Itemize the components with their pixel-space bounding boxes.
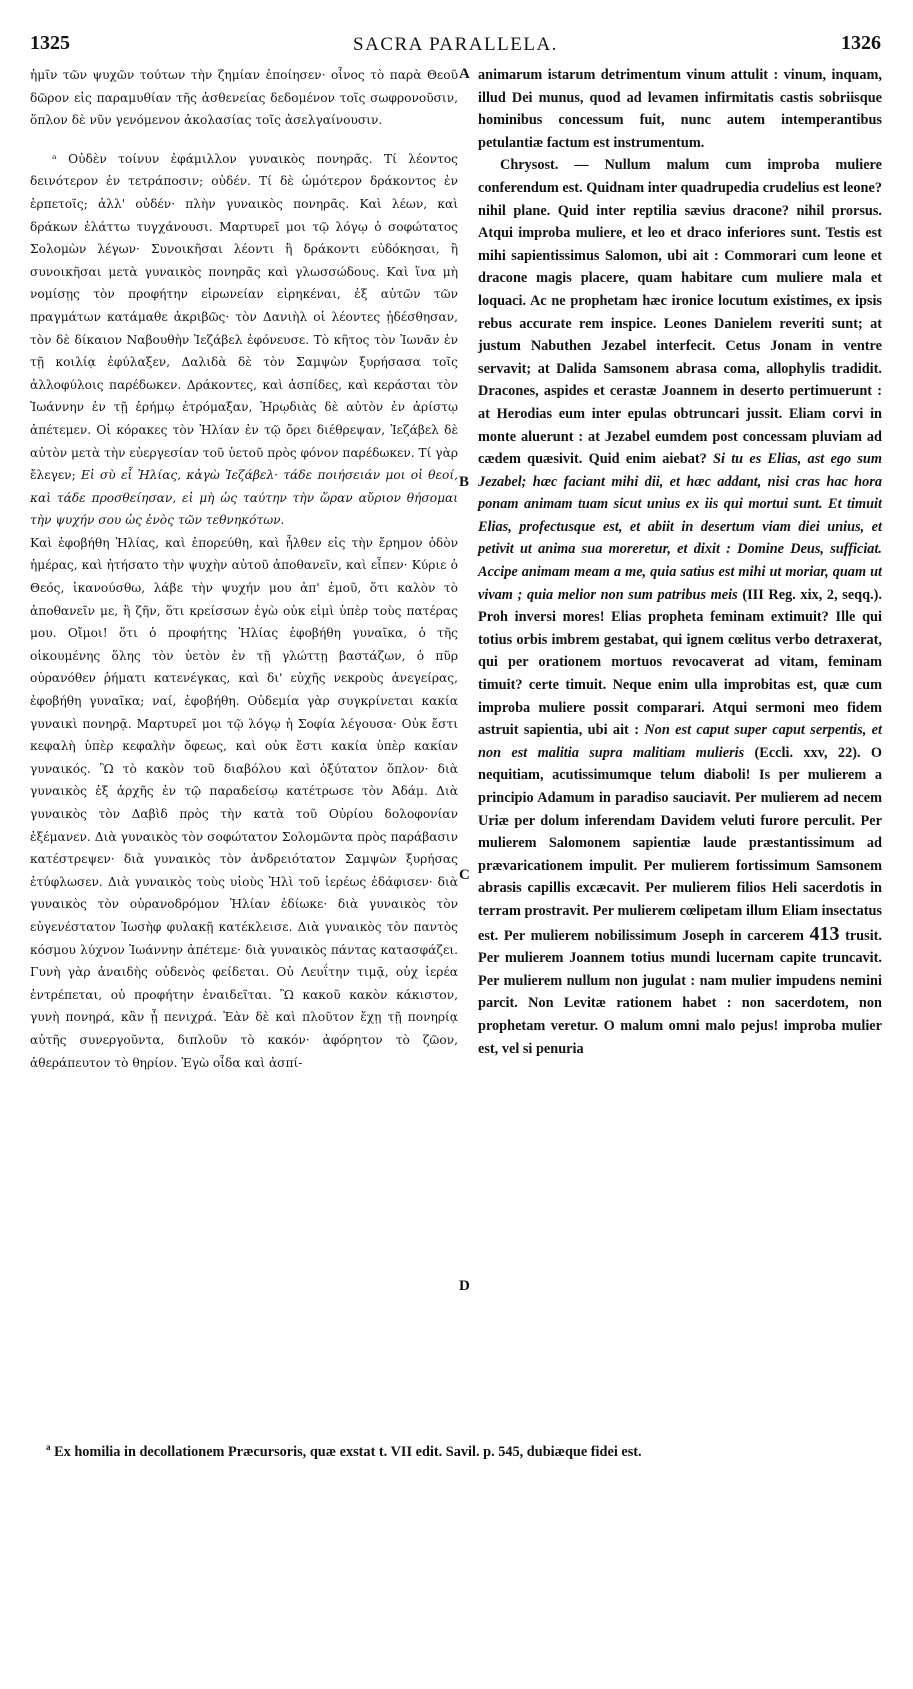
footnote xyxy=(46,1436,877,1463)
margin-letter-a: A xyxy=(459,66,470,82)
margin-letter-c: C xyxy=(459,867,470,883)
latin-quote-elias: Si tu es Elias, ast ego sum Jezabel; hæc faciant mihi dii, et hæc addant, nisi cras hac hora ponam animam tuam sicut unius ex iis qui mortui sunt. Et timuit Elias, profectusque est, et abiit in desertum viam diei unius, et petivit ut anima sua moreretur, et dixit : Domine Deus, sufficiat. Accipe animam meam a me, quia satius est mihi ut moriar, quam ut vivam ; quia melior non sum patribus meis xyxy=(478,451,883,603)
margin-letter-b: B xyxy=(459,474,470,490)
latin-paragraph-1: animarum istarum detrimentum vinum attulit : vinum, inquam, illud Dei munus, quod ad levamen infirmitatis castis sobriisque hominibus concessum fuit, nunc autem intemperantibus petulantiæ factum est instrumentum. xyxy=(478,67,882,151)
latin-text-e: (Eccli. xxv, 22). O nequitiam, acutissimumque telum diaboli! Is per mulierem a principio Adamum in paradiso sauciavit. Per mulierem ad necem Uriæ per dolum inferendam Davidem veluti furore perculit. Per mulierem Salomonem sapientiæ laude præstantissimum ad prævaricationem impulit. Per mulierem fortissimum Samsonem abrasis capillis excæcavit. Per mulierem filios Heli sacerdotis in terram prostravit. Per mulierem cœlipetam illum Eliam insectatus est. Per mulierem nobilissimum Joseph in carcerem xyxy=(478,744,883,944)
footnote-marker: a xyxy=(46,1442,51,1452)
latin-paragraph-2 xyxy=(478,154,882,1060)
greek-paragraph-2-text: ᵃ Οὐδὲν τοίνυν ἐφάμιλλον γυναικὸς πονηρᾶς. Τί λέοντος δεινότερον ἐν τετράποσιν; οὐδέν. Τί δὲ ὠμότερον δράκοντος ἐν ἑρπετοῖς; ἀλλ' οὐδέν· πλὴν γυναικὸς πονηρᾶς. Καὶ λέων, καὶ δράκων ἐλάττω τυγχάνουσι. Μαρτυρεῖ μοι τῷ λόγῳ ὁ σοφώτατος Σολομὼν λέγων· Συνοικῆσαι λέοντι ἢ δράκοντι εὐδόκησαι, ἢ συνοικῆσαι μετὰ γυναικὸς πονηρᾶς καὶ γλωσσώδους. Καὶ ἵνα μὴ νομίσῃς τὸν προφήτην εἰρωνείαν εἰρηκέναι, ἐξ αὐτῶν τῶν πραγμάτων κατάμαθε ἀκριβῶς· τὸν Δανιὴλ οἱ λέοντες ᾐδέσθησαν, τὸν δὲ δίκαιον Ναβουθὴν Ἰεζάβελ ἐφόνευσε. Τὸ κῆτος τὸν Ἰωνᾶν ἐν τῇ κοιλίᾳ ἐφύλαξεν, Δαλιδὰ δὲ τὸν Σαμψὼν ξυρήσασα τοῖς ἀλλοφύλοις παρέδωκεν. Δράκοντες, καὶ ἀσπίδες, καὶ κεράσται τὸν Ἰωάννην ἐν τῇ ἐρήμῳ ἐτρόμαξαν, Ἡρῳδιὰς δὲ αὐτὸν ἐν ἀρίστῳ ἀπέτεμεν. Οἱ κόρακες τὸν Ἠλίαν ἐν τῷ ὄρει διέθρεψαν, Ἰεζάβελ δὲ αὐτὸν μετὰ τὴν εὐεργεσίαν τοῦ ὑετοῦ πρὸς φόνον παρέδωκεν. Τί γὰρ ἔλεγεν; xyxy=(30,151,458,483)
footnote-text: Ex homilia in decollationem Præcursoris, quæ exstat t. VII edit. Savil. p. 545, dubiæque fidei est. xyxy=(54,1443,642,1460)
greek-paragraph-3: Καὶ ἐφοβήθη Ἠλίας, καὶ ἐπορεύθη, καὶ ἦλθεν εἰς τὴν ἔρημον ὁδὸν ἡμέρας, καὶ ἠτήσατο τὴν ψυχὴν αὐτοῦ ἀποθανεῖν, καὶ εἶπεν· Κύριε ὁ Θεός, ἱκανούσθω, λάβε τὴν ψυχήν μου ἀπ' ἐμοῦ, ὅτι καλὸν τὸ ἀποθανεῖν με, ἢ ζῆν, ὅτι κρείσσων ἐγὼ οὐκ εἰμὶ ὑπὲρ τοὺς πατέρας μου. Οἴμοι! ὅτι ὁ προφήτης Ἠλίας ἐφοβήθη γυναῖκα, ὁ τῆς οἰκουμένης ὅλης τὸν ὑετὸν ἐν τῇ γλώττῃ βαστάζων, ὁ πῦρ οὐρανόθεν ῥήματι κατενέγκας, καὶ δι' εὐχῆς νεκροὺς ἀνεγείρας, ἐφοβήθη γυναῖκα; ναί, ἐφοβήθη. Οὐδεμία γὰρ συγκρίνεται κακία γυναικὶ πονηρᾷ. Μαρτυρεῖ μοι τῷ λόγῳ ἡ Σοφία λέγουσα· Οὐκ ἔστι κεφαλὴ ὑπὲρ κεφαλὴν ὄφεως, καὶ οὐκ ἔστι κακία ὑπὲρ κακίαν γυναικός. Ὢ τὸ κακὸν τοῦ διαβόλου καὶ ὀξύτατον ὅπλον· διὰ γυναικὸς ἐξ ἀρχῆς ἐν τῷ παραδείσῳ κατέτρωσε τὸν Ἀδάμ. Διὰ γυναικὸς τὸν Δαβὶδ πρὸς τὴν κατὰ τοῦ Οὐρίου δολοφονίαν ἐξέμανεν. Διὰ γυναικὸς τὸν σοφώτατον Σολομῶντα πρὸς παράβασιν κατέστρεψεν· διὰ γυναικὸς τὸν ἀνδρειότατον Σαμψὼν ξυρήσας ἐτύφλωσεν. Διὰ γυναικὸς τοὺς υἱοὺς Ἠλὶ τοῦ ἱερέως ἐδάφισεν· διὰ γυναικὸς τὸν οὐρανοδρόμον Ἠλίαν ἐδίωκε· διὰ γυναικὸς τὸν εὐγενέστατον Ἰωσὴφ φυλακῇ κατέκλεισε. Διὰ γυναικὸς τὸν παντὸς κόσμου λύχνον Ἰωάννην ἀπέτεμε· διὰ γυναικὸς πάντας κατασφάζει. Γυνὴ γὰρ ἀναιδὴς οὐδενὸς φείδεται. Οὐ Λευΐτην τιμᾷ, οὐχ ἱερέα ἐντρέπεται, οὐ προφήτην ἐναιδεῖται. Ὢ κακοῦ κακὸν κάκιστον, γυνὴ πονηρά, κἂν ᾖ πενιχρά. Ἐὰν δὲ καὶ πλοῦτον ἔχῃ τῇ πονηρίᾳ αὐτῆς συνεργοῦντα, διπλοῦν τὸ κακόν· ἀφόρητον τὸ ζῶον, ἀθεράπευτον τὸ θηρίον. Ἐγὼ οἶδα καὶ ἀσπί- xyxy=(30,535,458,1070)
latin-quote-eccli: Non est caput super caput serpentis, et non est malitia supra malitiam mulieris xyxy=(478,722,882,761)
latin-text-a: Chrysost. — Nullum malum cum improba muliere conferendum est. Quidnam inter quadrupedia crudelius est leone? nihil plane. Quid inter reptilia sævius dracone? nihil prorsus. Atqui improba muliere, et leo et draco inferiores sunt. Testis est mihi sapientissimus Salomon, ubi ait : Commorari cum leone et dracone magis placere, quam habitare cum muliere mala et loquaci. Ac ne prophetam hæc ironice locutum existimes, ex ipsis rebus accurate rem inspice. Leones Danielem reveriti sunt; at justum Nabuthen Jezabel interfecit. Cetus Jonam in ventre servavit; at Dalida Samsonem abrasa coma, allophylis tradidit. Dracones, aspides et cerastæ Joannem in deserto pertimuerunt : at Herodias eum inter epulas obtruncari jussit. Eliam corvi in monte aluerunt : at Jezabel eumdem post concessam pluviam ad cædem quæsivit. Quid enim aiebat? xyxy=(478,157,882,468)
page-number-left: 1325 xyxy=(30,32,70,54)
latin-text-f: trusit. Per mulierem Joannem totius mundi lucernam capite truncavit. Per mulierem nullum non jugulat : nam mulier impudens nemini parcit. Non Levitæ rationem habet : non sacerdotem, non prophetam veretur. O malum omni malo pejus! improba mulier est, vel si penuria xyxy=(478,927,883,1057)
running-title: SACRA PARALLELA. xyxy=(353,34,558,55)
greek-quote-italic: Εἰ σὺ εἶ Ἠλίας, κἀγὼ Ἰεζάβελ· τάδε ποιήσειάν μοι οἱ θεοί, καὶ τάδε προσθείησαν, εἰ μὴ ὡς ταύτην τὴν ὥραν αὔριον θήσομαι τὴν ψυχήν σου ὡς ἑνὸς τῶν τεθνηκότων. xyxy=(30,468,458,528)
greek-paragraph-2 xyxy=(30,148,458,532)
greek-paragraph-1: ἡμῖν τῶν ψυχῶν τούτων τὴν ζημίαν ἐποίησεν· οἶνος τὸ παρὰ Θεοῦ δῶρον εἰς παραμυθίαν τῆς ἀσθενείας δεδομένον τοῖς σωφρονοῦσιν, ὅπλον δὲ νῦν γενόμενον ἀκολασίας τοῖς ἀσελγαίνουσιν. xyxy=(30,68,458,128)
page-number-right: 1326 xyxy=(841,32,881,54)
latin-text-c: (III Reg. xix, 2, seqq.). Proh inversi mores! Elias propheta feminam extimuit? Ille qui totius orbis imbrem gestabat, qui ignem cœlitus verbo detraxerat, qui per orationem mortuos revocaverat ad vitam, feminam timuit? certe timuit. Neque enim ulla improbitas est, quæ cum improba muliere possit comparari. Atqui sermoni meo fidem astruit sapientia, ubi ait : xyxy=(478,586,882,739)
margin-letter-d: D xyxy=(459,1278,470,1294)
page-reference-number: 413 xyxy=(809,922,840,945)
page-header xyxy=(30,32,881,58)
